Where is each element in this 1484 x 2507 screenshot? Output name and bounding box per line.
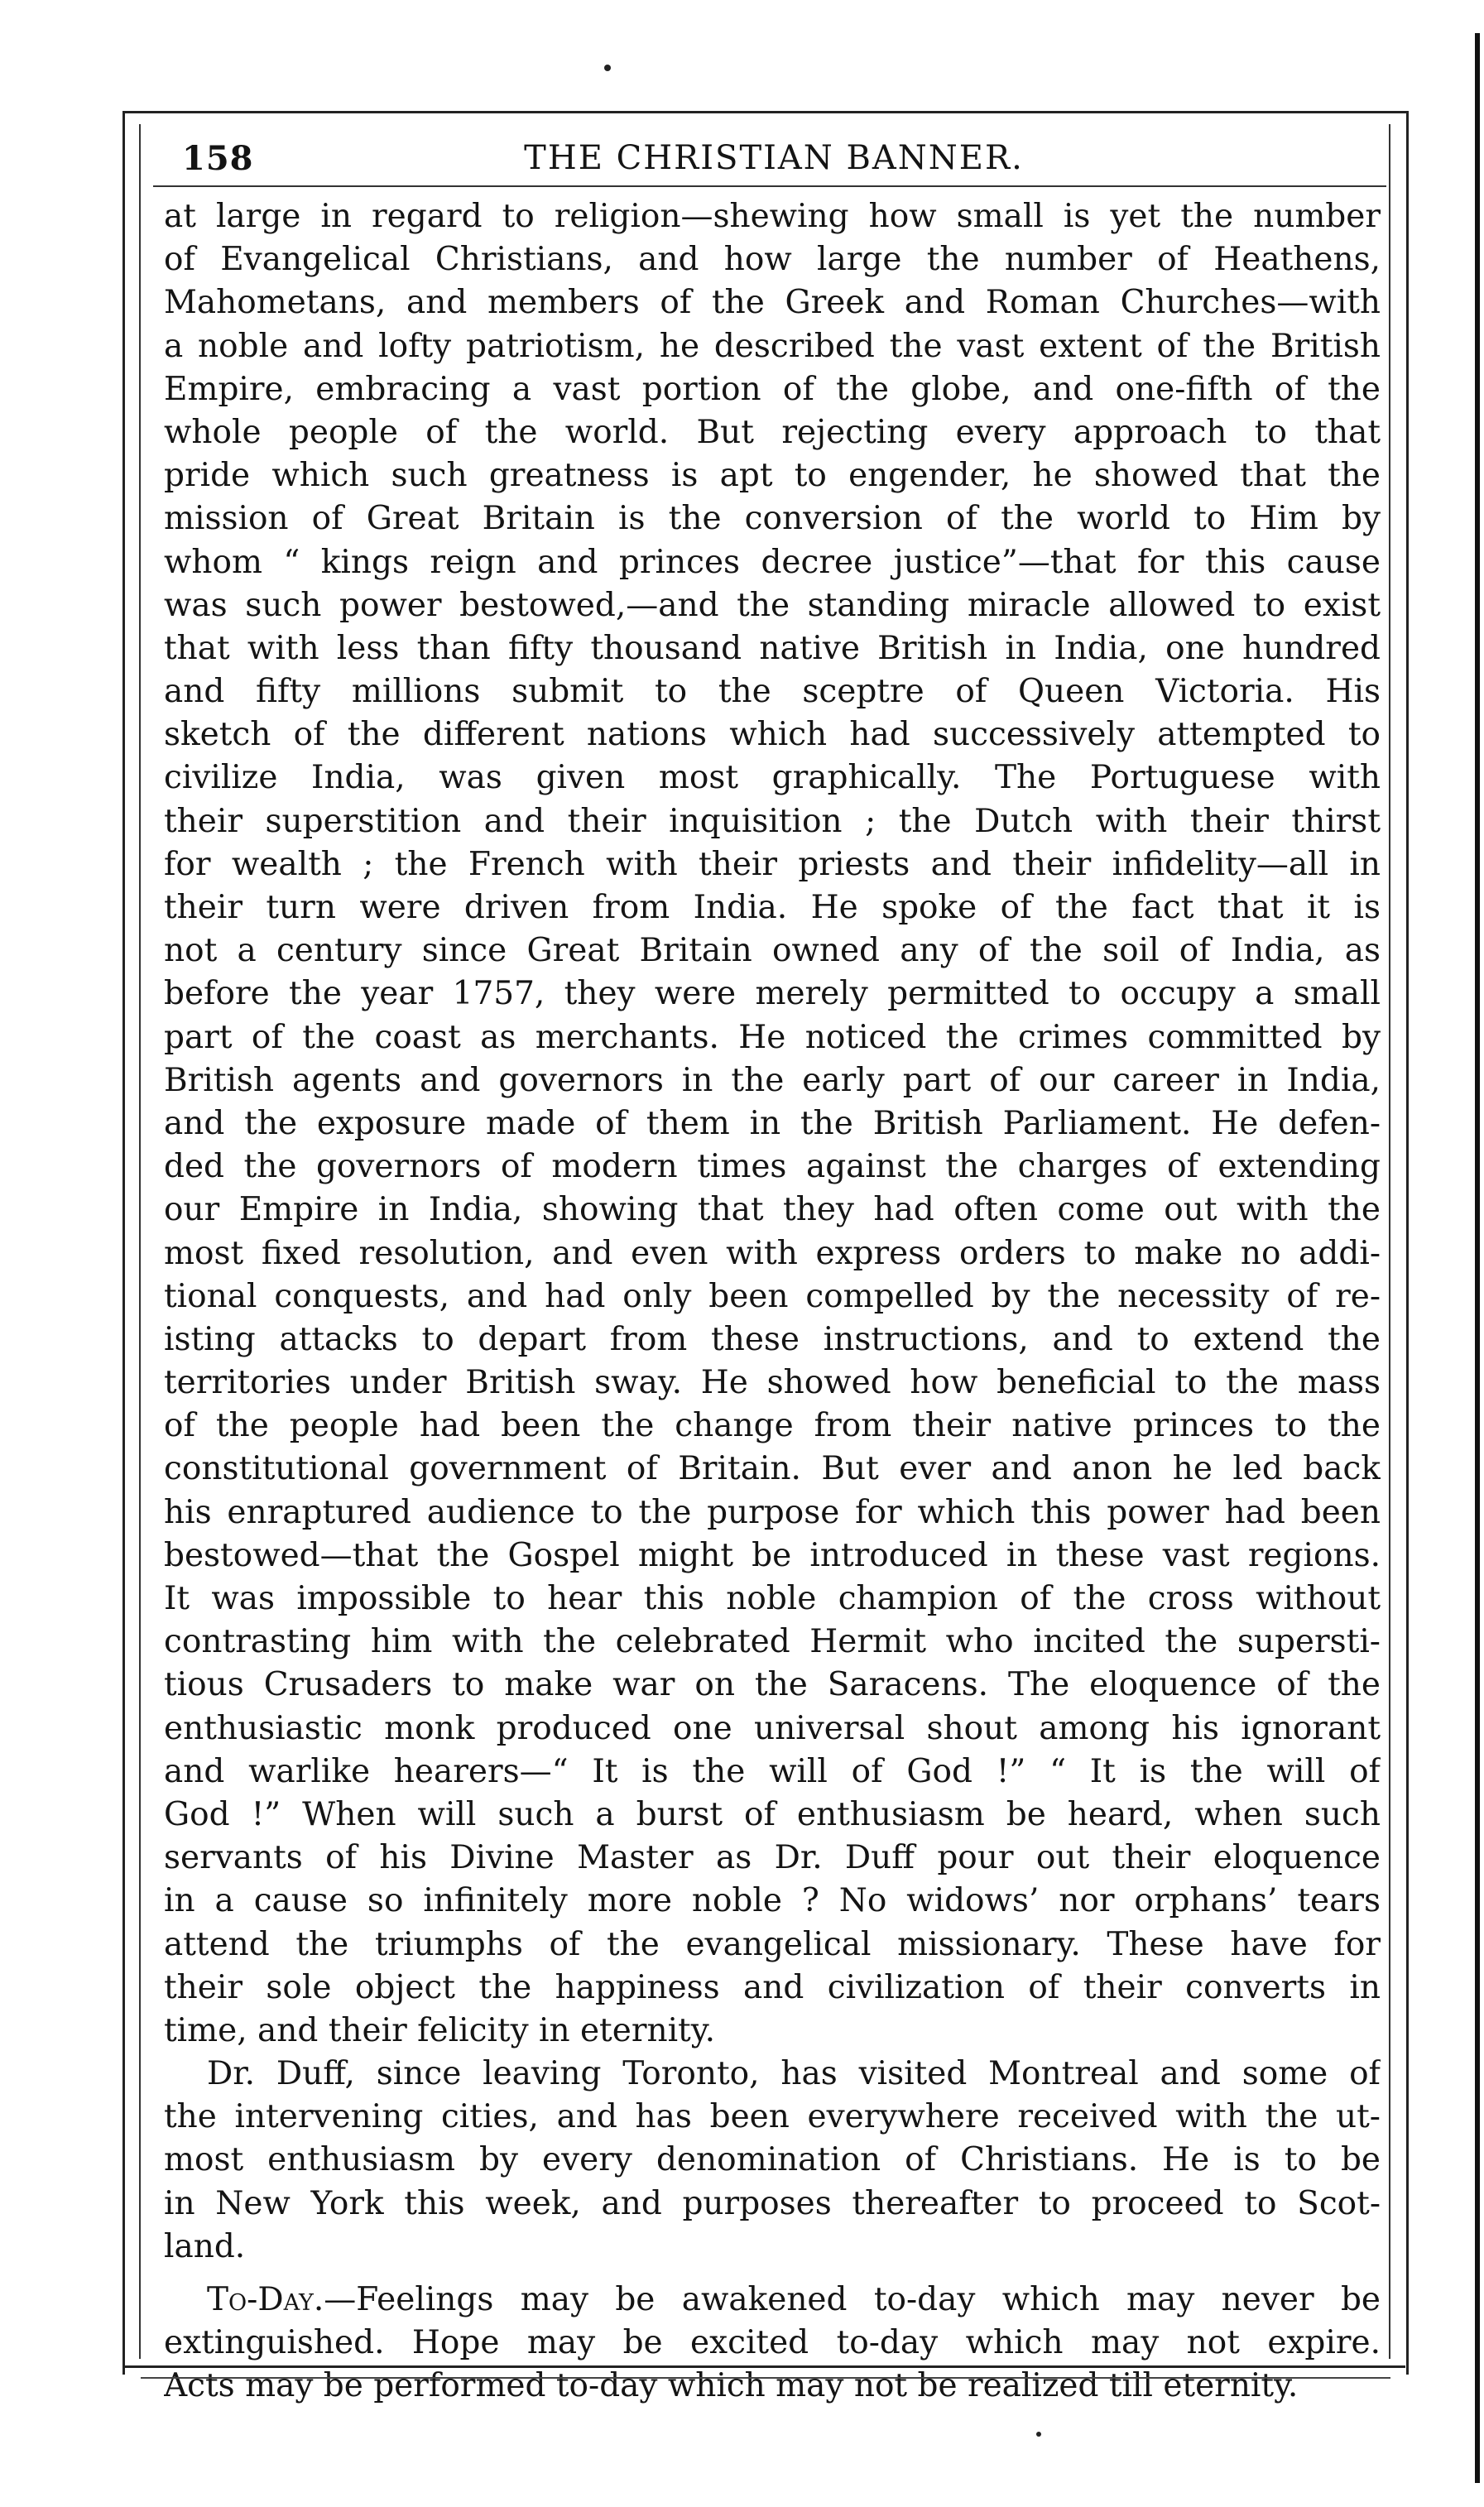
text-line: most fixed resolution, and even with express orders to make no addi- <box>164 1234 1381 1272</box>
article-body <box>164 195 1381 2409</box>
text-line: Acts may be performed to-day which may not be realized till eternity. <box>164 2367 1299 2405</box>
text-line: their sole object the happiness and civilization of their converts in <box>164 1968 1381 2006</box>
text-line: of the people had been the change from their native princes to the <box>164 1407 1381 1445</box>
text-line: tious Crusaders to make war on the Saracens. The eloquence of the <box>164 1666 1381 1704</box>
text-line: of Evangelical Christians, and how large the number of Heathens, <box>164 241 1381 279</box>
text-line: most enthusiasm by every denomination of Christians. He is to be <box>164 2141 1381 2179</box>
page-edge-shadow <box>1475 33 1480 2483</box>
text-line: territories under British sway. He showed how beneficial to the mass <box>164 1364 1381 1402</box>
paragraph-1 <box>164 195 1381 2053</box>
text-line: whole people of the world. But rejecting every approach to that <box>164 413 1381 451</box>
text-line: the intervening cities, and has been everywhere received with the ut- <box>164 2098 1381 2136</box>
text-line: that with less than fifty thousand native British in India, one hundred <box>164 629 1381 667</box>
text-line: time, and their felicity in eternity. <box>164 2011 715 2049</box>
paragraph-lead-in: To-Day. <box>207 2281 324 2318</box>
text-line: civilize India, was given most graphically. The Portuguese with <box>164 759 1381 797</box>
text-line: contrasting him with the celebrated Hermit who incited the supersti- <box>164 1623 1381 1661</box>
ink-dot <box>604 65 611 71</box>
text-line: sketch of the different nations which had successively attempted to <box>164 716 1381 754</box>
text-line: pride which such greatness is apt to engender, he showed that the <box>164 457 1381 495</box>
text-line: enthusiastic monk produced one universal shout among his ignorant <box>164 1709 1381 1747</box>
text-line: in a cause so infinitely more noble ? No widows’ nor orphans’ tears <box>164 1882 1381 1920</box>
text-line: extinguished. Hope may be excited to-day which may not expire. <box>164 2324 1381 2362</box>
header-rule <box>153 185 1386 187</box>
text-line: his enraptured audience to the purpose for which this power had been <box>164 1493 1381 1531</box>
text-line: for wealth ; the French with their priests and their infidelity—all in <box>164 845 1381 883</box>
text-line: attend the triumphs of the evangelical missionary. These have for <box>164 1925 1381 1963</box>
text-line: and warlike hearers—“ It is the will of God !” “ It is the will of <box>164 1752 1381 1790</box>
text-line: our Empire in India, showing that they had often come out with the <box>164 1191 1381 1229</box>
text-line: Mahometans, and members of the Greek and Roman Churches—with <box>164 284 1381 322</box>
text-line: and fifty millions submit to the sceptre of Queen Victoria. His <box>164 673 1381 711</box>
text-line: servants of his Divine Master as Dr. Duff pour out their eloquence <box>164 1839 1381 1877</box>
paragraph-3 <box>164 2279 1381 2409</box>
text-line: British agents and governors in the early part of our career in India, <box>164 1061 1381 1099</box>
text-line: Empire, embracing a vast portion of the globe, and one-fifth of the <box>164 370 1381 408</box>
ink-dot <box>1036 2432 1041 2437</box>
text-line: part of the coast as merchants. He noticed the crimes committed by <box>164 1018 1381 1056</box>
text-line: not a century since Great Britain owned any of the soil of India, as <box>164 932 1381 970</box>
text-line: at large in regard to religion—shewing how small is yet the number <box>164 198 1381 235</box>
page-number: 158 <box>182 139 254 178</box>
text-line: bestowed—that the Gospel might be introduced in these vast regions. <box>164 1536 1381 1574</box>
text-line: land. <box>164 2227 246 2265</box>
text-line: mission of Great Britain is the conversion of the world to Him by <box>164 500 1381 538</box>
text-line: constitutional government of Britain. But ever and anon he led back <box>164 1450 1381 1488</box>
text-line: It was impossible to hear this noble champion of the cross without <box>164 1580 1381 1617</box>
text-line: and the exposure made of them in the British Parliament. He defen- <box>164 1104 1381 1142</box>
bottom-border-rule <box>141 2377 1390 2379</box>
text-line: God !” When will such a burst of enthusiasm be heard, when such <box>164 1795 1381 1833</box>
text-line: their turn were driven from India. He spoke of the fact that it is <box>164 889 1381 926</box>
paragraph-gap <box>164 2269 1381 2279</box>
text-run: —Feelings may be awakened to-day which may never be <box>324 2281 1381 2318</box>
text-line <box>164 2279 1381 2322</box>
text-line: ded the governors of modern times against the charges of extending <box>164 1148 1381 1186</box>
text-line: whom “ kings reign and princes decree justice”—that for this cause <box>164 543 1381 581</box>
text-line: a noble and lofty patriotism, he described the vast extent of the British <box>164 327 1381 365</box>
bottom-border-rule <box>124 2365 1405 2368</box>
text-line: before the year 1757, they were merely permitted to occupy a small <box>164 975 1381 1013</box>
paragraph-2 <box>164 2053 1381 2269</box>
page-header <box>166 132 1382 182</box>
text-line: their superstition and their inquisition ; the Dutch with their thirst <box>164 802 1381 840</box>
text-line: in New York this week, and purposes thereafter to proceed to Scot- <box>164 2184 1381 2222</box>
text-line: tional conquests, and had only been compelled by the necessity of re- <box>164 1277 1381 1315</box>
running-title: THE CHRISTIAN BANNER. <box>524 139 1024 177</box>
text-line: isting attacks to depart from these instructions, and to extend the <box>164 1320 1381 1358</box>
text-line: Dr. Duff, since leaving Toronto, has visited Montreal and some of <box>207 2055 1381 2093</box>
text-line: was such power bestowed,—and the standing miracle allowed to exist <box>164 586 1381 624</box>
